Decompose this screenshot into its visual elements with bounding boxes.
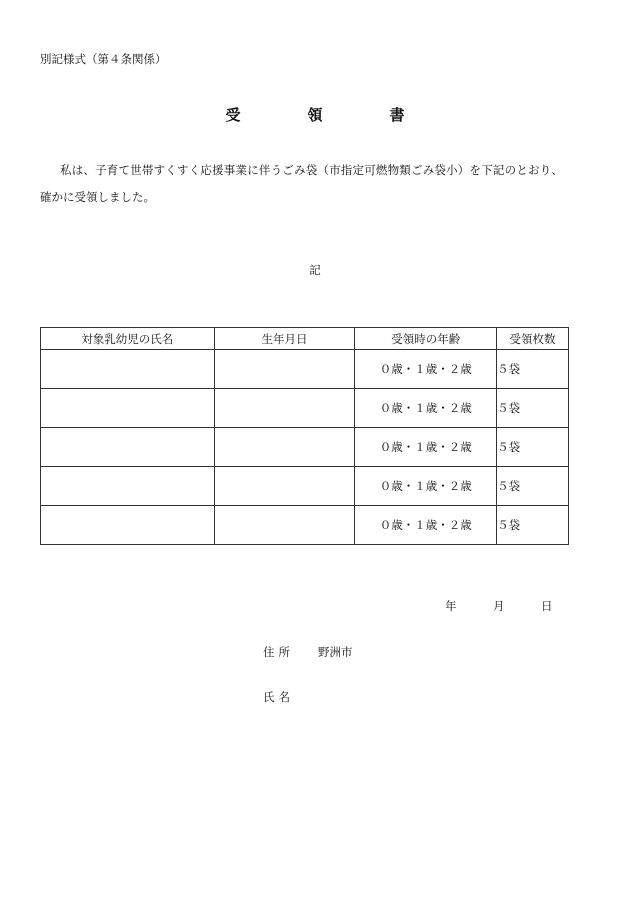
- child-name-cell: [41, 350, 215, 389]
- name-label: 氏名: [263, 690, 294, 704]
- table-row: [41, 506, 569, 545]
- age-cell: ０歳・１歳・２歳: [355, 389, 497, 428]
- bag-count-cell: ５袋: [497, 350, 569, 389]
- bag-count-cell: ５袋: [497, 428, 569, 467]
- bag-count-cell: ５袋: [497, 506, 569, 545]
- header-child-name: 対象乳幼児の氏名: [41, 328, 215, 350]
- header-age: 受領時の年齢: [355, 328, 497, 350]
- month-label: 月: [493, 599, 505, 613]
- age-cell: ０歳・１歳・２歳: [355, 506, 497, 545]
- bag-count-cell: ５袋: [497, 389, 569, 428]
- receipt-table: [40, 327, 569, 545]
- bag-count-cell: ５袋: [497, 467, 569, 506]
- child-name-cell: [41, 389, 215, 428]
- form-label: 別記様式（第４条関係）: [40, 52, 167, 66]
- birthdate-cell: [214, 350, 355, 389]
- ki-heading: 記: [309, 263, 321, 277]
- body-text-line-2: 確かに受領しました。: [40, 190, 155, 204]
- header-bag-count: 受領枚数: [497, 328, 569, 350]
- birthdate-cell: [214, 506, 355, 545]
- child-name-cell: [41, 506, 215, 545]
- table-row: [41, 389, 569, 428]
- age-cell: ０歳・１歳・２歳: [355, 428, 497, 467]
- address-value: 野洲市: [318, 645, 353, 659]
- child-name-cell: [41, 467, 215, 506]
- birthdate-cell: [214, 389, 355, 428]
- birthdate-cell: [214, 467, 355, 506]
- address-label: 住所: [263, 645, 294, 659]
- document-title: 受 領 書: [225, 106, 431, 124]
- age-cell: ０歳・１歳・２歳: [355, 350, 497, 389]
- table-row: [41, 428, 569, 467]
- table-row: [41, 350, 569, 389]
- table-header-row: [41, 328, 569, 350]
- body-text-line-1: 私は、子育て世帯すくすく応援事業に伴うごみ袋（市指定可燃物類ごみ袋小）を下記のとおり、: [60, 163, 564, 177]
- day-label: 日: [541, 599, 553, 613]
- birthdate-cell: [214, 428, 355, 467]
- year-label: 年: [445, 599, 457, 613]
- table-row: [41, 467, 569, 506]
- age-cell: ０歳・１歳・２歳: [355, 467, 497, 506]
- header-birthdate: 生年月日: [214, 328, 355, 350]
- date-line: [445, 598, 553, 614]
- child-name-cell: [41, 428, 215, 467]
